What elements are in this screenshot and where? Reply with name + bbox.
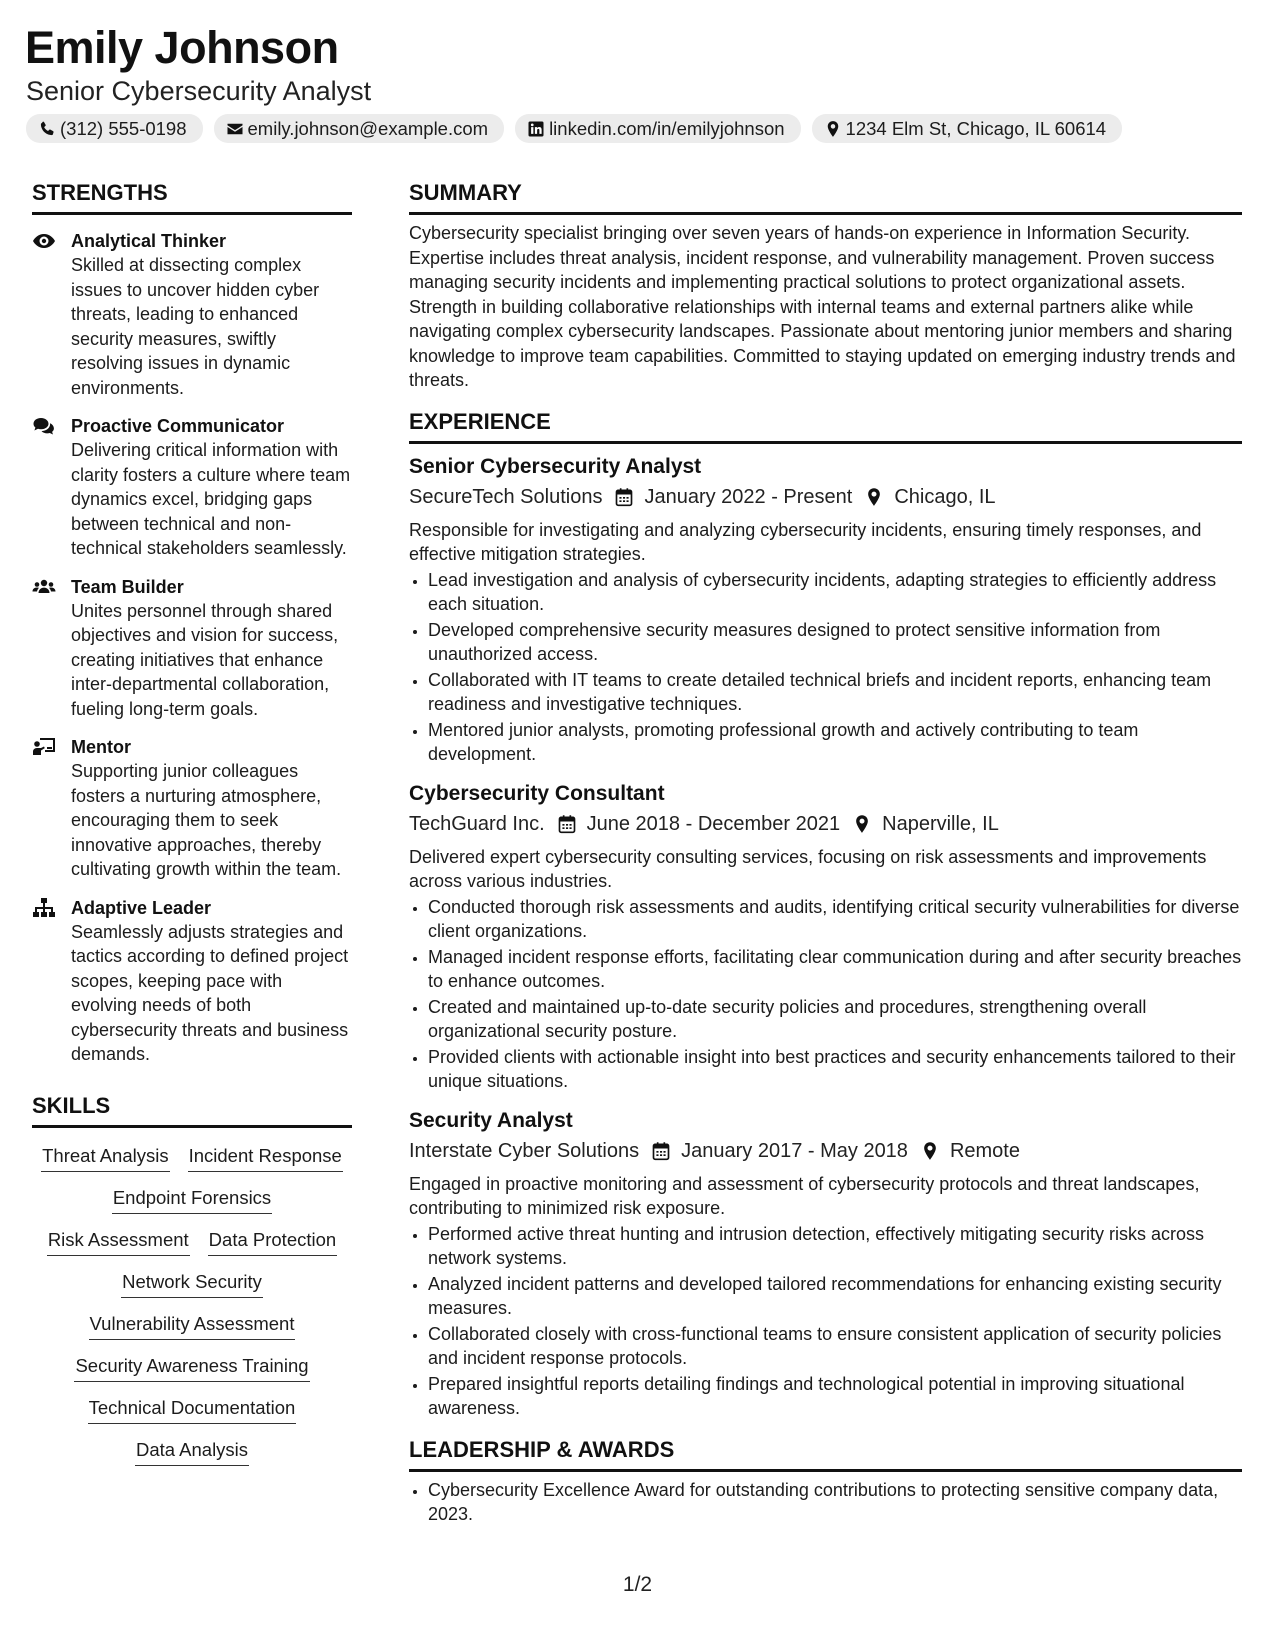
job-dates: January 2017 - May 2018 xyxy=(681,1139,908,1162)
job-location: Naperville, IL xyxy=(882,812,999,835)
skill-tag: Data Analysis xyxy=(135,1438,249,1466)
strength-desc: Delivering critical information with clarity fosters a culture where team dynamics excel, bridging gaps between technical and non-technical stakeholders seamlessly. xyxy=(71,440,351,558)
strength-item xyxy=(32,735,352,882)
job-bullet: • Prepared insightful reports detailing findings and technological potential in improving situational awareness. xyxy=(428,1372,1242,1421)
candidate-title: Senior Cybersecurity Analyst xyxy=(26,76,372,106)
job-meta xyxy=(409,482,1242,512)
job-location: Remote xyxy=(949,1139,1020,1162)
contact-bar xyxy=(26,114,1122,143)
skill-tag: Endpoint Forensics xyxy=(112,1186,272,1214)
job-title: Senior Cybersecurity Analyst xyxy=(409,454,702,478)
calendar-icon xyxy=(614,487,634,507)
strengths-heading: STRENGTHS xyxy=(32,178,352,215)
experience-heading: EXPERIENCE xyxy=(409,407,1242,444)
page-number: 1/2 xyxy=(622,1573,653,1596)
strength-title: Adaptive Leader xyxy=(71,897,212,918)
strength-title: Proactive Communicator xyxy=(71,416,285,436)
job-title: Security Analyst xyxy=(409,1108,573,1132)
job-bullet: • Developed comprehensive security measures designed to protect sensitive information from unauthorized access. xyxy=(428,618,1242,667)
contact-linkedin-text: linkedin.com/in/emilyjohnson xyxy=(549,117,785,139)
skill-tag: Technical Documentation xyxy=(88,1396,297,1424)
job-location: Chicago, IL xyxy=(894,485,996,508)
job-bullet: • Managed incident response efforts, facilitating clear communication during and after security breaches to enhance outcomes. xyxy=(428,945,1242,994)
job-company: TechGuard Inc. xyxy=(409,812,545,835)
map-pin-icon xyxy=(852,814,872,834)
skill-tag: Data Protection xyxy=(208,1228,338,1256)
job-meta xyxy=(409,1136,1242,1166)
contact-email-text: emily.johnson@example.com xyxy=(247,117,489,139)
strength-desc: Seamlessly adjusts strategies and tactics according to defined project scopes, keeping pace with evolving needs of both cybersecurity threats and business demands. xyxy=(71,921,349,1064)
skill-tag: Vulnerability Assessment xyxy=(89,1312,296,1340)
strength-desc: Skilled at dissecting complex issues to uncover hidden cyber threats, leading to enhanced security measures, swiftly resolving issues in dynamic environments. xyxy=(71,255,320,398)
job-bullet: • Conducted thorough risk assessments and audits, identifying critical security vulnerabilities for diverse client organizations. xyxy=(428,895,1242,944)
skills-list xyxy=(32,1144,352,1466)
strength-title: Team Builder xyxy=(71,576,184,597)
contact-email[interactable] xyxy=(214,114,505,143)
linkedin-icon xyxy=(527,120,545,138)
left-column xyxy=(32,178,352,1466)
job-description: Delivered expert cybersecurity consulting services, focusing on risk assessments and improvements across various industries. xyxy=(409,846,1207,891)
right-column xyxy=(409,178,1242,1528)
job-bullet: • Provided clients with actionable insight into best practices and security enhancements tailored to their unique situations. xyxy=(428,1045,1242,1094)
strength-item xyxy=(32,575,352,722)
job-bullets xyxy=(409,568,1242,767)
eye-icon xyxy=(32,230,56,252)
skill-tag: Incident Response xyxy=(188,1144,343,1172)
job-bullet: • Mentored junior analysts, promoting professional growth and actively contributing to team development. xyxy=(428,718,1242,767)
strength-desc: Supporting junior colleagues fosters a nurturing atmosphere, encouraging them to seek innovative approaches, thereby cultivating growth within the team. xyxy=(71,761,342,879)
summary-text: Cybersecurity specialist bringing over seven years of hands-on experience in Information Security. Expertise includes threat analysis, incident response, and vulnerability management. Proven success managing security incidents and implementing practical solutions to protect organizational assets. Strength in building collaborative relationships with internal teams and external partners alike while navigating complex cybersecurity landscapes. Passionate about mentoring junior members and sharing knowledge to improve team capabilities. Committed to staying updated on emerging industry trends and threats. xyxy=(409,223,1236,390)
job-bullet: • Created and maintained up-to-date security policies and procedures, strengthening overall organizational security posture. xyxy=(428,995,1242,1044)
users-icon xyxy=(32,576,56,598)
job-dates: January 2022 - Present xyxy=(644,485,853,508)
job-bullets xyxy=(409,1222,1242,1421)
skill-tag: Threat Analysis xyxy=(41,1144,169,1172)
job-company: Interstate Cyber Solutions xyxy=(409,1139,640,1162)
job-entry xyxy=(409,1106,1242,1421)
award-item: • Cybersecurity Excellence Award for outstanding contributions to protecting sensitive company data, 2023. xyxy=(428,1478,1242,1527)
chalkboard-teacher-icon xyxy=(32,736,56,758)
contact-address[interactable] xyxy=(812,114,1123,143)
summary-heading: SUMMARY xyxy=(409,178,1242,215)
strength-title: Mentor xyxy=(71,737,131,757)
job-bullet: • Analyzed incident patterns and developed tailored recommendations for enhancing existing security measures. xyxy=(428,1272,1242,1321)
strength-item xyxy=(32,414,352,561)
job-entry xyxy=(409,452,1242,767)
sitemap-icon xyxy=(32,897,56,919)
comments-icon xyxy=(32,415,56,437)
strength-title: Analytical Thinker xyxy=(71,231,227,251)
job-bullet: • Collaborated with IT teams to create detailed technical briefs and incident reports, enhancing team readiness and investigative techniques. xyxy=(428,668,1242,717)
awards-list xyxy=(409,1478,1242,1527)
strength-desc: Unites personnel through shared objectives and vision for success, creating initiatives that enhance inter-departmental collaboration, fueling long-term goals. xyxy=(71,600,339,719)
skill-tag: Security Awareness Training xyxy=(74,1354,309,1382)
job-bullet: • Performed active threat hunting and intrusion detection, effectively mitigating security risks across network systems. xyxy=(428,1222,1242,1271)
envelope-icon xyxy=(226,120,244,138)
calendar-icon xyxy=(651,1141,671,1161)
contact-linkedin[interactable] xyxy=(515,114,800,143)
map-pin-icon xyxy=(824,120,842,138)
phone-icon xyxy=(38,120,56,138)
calendar-icon xyxy=(557,814,577,834)
skill-tag: Risk Assessment xyxy=(47,1228,190,1256)
map-pin-icon xyxy=(864,487,884,507)
job-bullets xyxy=(409,895,1242,1094)
contact-phone-text: (312) 555-0198 xyxy=(60,117,187,139)
job-title: Cybersecurity Consultant xyxy=(409,781,665,805)
map-pin-icon xyxy=(920,1141,940,1161)
strength-item xyxy=(32,896,352,1067)
job-bullet: • Collaborated closely with cross-functional teams to ensure consistent application of security policies and incident response protocols. xyxy=(428,1322,1242,1371)
job-description: Responsible for investigating and analyzing cybersecurity incidents, ensuring timely responses, and effective mitigation strategies. xyxy=(409,519,1202,564)
awards-heading: LEADERSHIP & AWARDS xyxy=(409,1435,1242,1472)
skill-tag: Network Security xyxy=(121,1270,263,1298)
job-bullet: • Lead investigation and analysis of cybersecurity incidents, adapting strategies to efficiently address each situation. xyxy=(428,568,1242,617)
strength-item xyxy=(32,229,352,400)
job-description: Engaged in proactive monitoring and assessment of cybersecurity protocols and threat landscapes, contributing to minimized risk exposure. xyxy=(409,1173,1200,1218)
job-company: SecureTech Solutions xyxy=(409,485,603,508)
candidate-name: Emily Johnson xyxy=(25,22,339,73)
skills-heading: SKILLS xyxy=(32,1091,352,1128)
contact-address-text: 1234 Elm St, Chicago, IL 60614 xyxy=(845,117,1107,139)
job-entry xyxy=(409,779,1242,1094)
job-dates: June 2018 - December 2021 xyxy=(586,812,841,835)
job-meta xyxy=(409,809,1242,839)
contact-phone[interactable] xyxy=(26,114,203,143)
